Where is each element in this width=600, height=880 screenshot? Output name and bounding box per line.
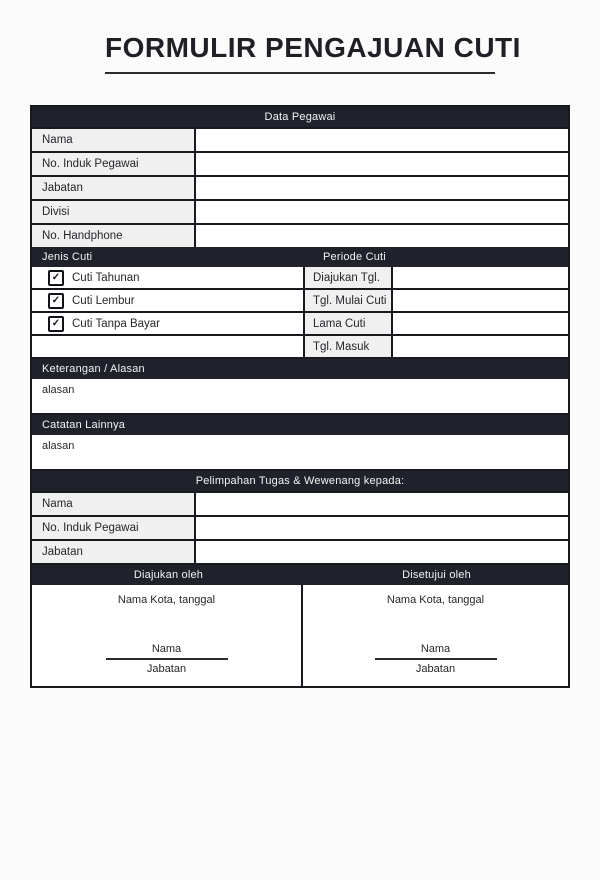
checkbox-cuti-tahunan[interactable]: ✓ (48, 270, 64, 286)
field-label-tgl-mulai-cuti: Tgl. Mulai Cuti (305, 290, 393, 311)
option-row-cuti-lembur (32, 288, 303, 311)
field-label-tgl-masuk: Tgl. Masuk (305, 336, 393, 357)
signature-block-disetujui (375, 643, 497, 675)
checkbox-cuti-lembur[interactable]: ✓ (48, 293, 64, 309)
signature-title-diajukan: Jabatan (146, 663, 187, 675)
page-title: FORMULIR PENGAJUAN CUTI (105, 32, 521, 63)
table-row-no-handphone (32, 223, 568, 247)
field-label-no-induk-pegawai: No. Induk Pegawai (32, 153, 196, 175)
option-row-cuti-tanpa-bayar (32, 311, 303, 334)
field-input-pelimpahan-jabatan[interactable] (196, 541, 568, 563)
section-header-jenis-cuti: Jenis Cuti (42, 251, 93, 263)
checkbox-label-cuti-tahunan: Cuti Tahunan (72, 271, 140, 284)
table-row-jabatan (32, 175, 568, 199)
checkbox-cuti-tanpa-bayar[interactable]: ✓ (48, 316, 64, 332)
field-label-divisi: Divisi (32, 201, 196, 223)
field-textarea-keterangan-alasan[interactable]: alasan (32, 379, 568, 413)
section-header-periode-cuti: Periode Cuti (323, 251, 386, 263)
signature-box-diajukan (32, 585, 303, 686)
section-header-diajukan-oleh: Diajukan oleh (133, 569, 204, 581)
checkbox-label-cuti-lembur: Cuti Lembur (72, 294, 135, 307)
form-title-block (105, 32, 521, 74)
field-input-no-induk-pegawai[interactable] (196, 153, 568, 175)
jenis-cuti-column (32, 267, 305, 357)
field-input-tgl-mulai-cuti[interactable] (393, 290, 568, 311)
table-row-tgl-mulai-cuti (305, 288, 568, 311)
section-header-pelimpahan: Pelimpahan Tugas & Wewenang kepada: (32, 469, 568, 491)
field-label-diajukan-tgl: Diajukan Tgl. (305, 267, 393, 288)
field-label-no-handphone: No. Handphone (32, 225, 196, 247)
field-label-lama-cuti: Lama Cuti (305, 313, 393, 334)
option-row-empty (32, 334, 303, 357)
section-header-jenis-periode (32, 247, 568, 267)
section-header-catatan-lainnya: Catatan Lainnya (32, 413, 568, 435)
field-input-tgl-masuk[interactable] (393, 336, 568, 357)
table-row-tgl-masuk (305, 334, 568, 357)
field-label-pelimpahan-no-induk: No. Induk Pegawai (32, 517, 196, 539)
table-row-lama-cuti (305, 311, 568, 334)
table-row-no-induk-pegawai (32, 151, 568, 175)
field-input-pelimpahan-nama[interactable] (196, 493, 568, 515)
field-input-lama-cuti[interactable] (393, 313, 568, 334)
leave-request-form-page (0, 32, 600, 688)
checkbox-label-cuti-tanpa-bayar: Cuti Tanpa Bayar (72, 317, 161, 330)
table-row-pelimpahan-jabatan (32, 539, 568, 563)
table-row-pelimpahan-no-induk (32, 515, 568, 539)
leave-form (30, 105, 570, 688)
signature-box-disetujui (303, 585, 568, 686)
field-input-divisi[interactable] (196, 201, 568, 223)
field-textarea-catatan-lainnya[interactable]: alasan (32, 435, 568, 469)
field-label-jabatan: Jabatan (32, 177, 196, 199)
signature-name-disetujui: Nama (375, 643, 497, 660)
field-label-pelimpahan-nama: Nama (32, 493, 196, 515)
table-row-pelimpahan-nama (32, 491, 568, 515)
field-input-nama[interactable] (196, 129, 568, 151)
section-header-data-pegawai: Data Pegawai (32, 107, 568, 127)
table-row-diajukan-tgl (305, 267, 568, 288)
jenis-periode-body (32, 267, 568, 357)
place-date-diajukan: Nama Kota, tanggal (117, 594, 216, 606)
signature-row (32, 585, 568, 686)
periode-cuti-column (305, 267, 568, 357)
table-row-divisi (32, 199, 568, 223)
option-row-cuti-tahunan (32, 267, 303, 288)
section-header-disetujui-oleh: Disetujui oleh (402, 569, 471, 581)
signature-title-disetujui: Jabatan (415, 663, 456, 675)
field-input-pelimpahan-no-induk[interactable] (196, 517, 568, 539)
field-input-no-handphone[interactable] (196, 225, 568, 247)
section-header-keterangan-alasan: Keterangan / Alasan (32, 357, 568, 379)
signature-block-diajukan (106, 643, 228, 675)
field-input-diajukan-tgl[interactable] (393, 267, 568, 288)
section-header-approval (32, 563, 568, 585)
signature-name-diajukan: Nama (106, 643, 228, 660)
table-row-nama (32, 127, 568, 151)
field-input-jabatan[interactable] (196, 177, 568, 199)
field-label-pelimpahan-jabatan: Jabatan (32, 541, 196, 563)
place-date-disetujui: Nama Kota, tanggal (386, 594, 485, 606)
field-label-nama: Nama (32, 129, 196, 151)
